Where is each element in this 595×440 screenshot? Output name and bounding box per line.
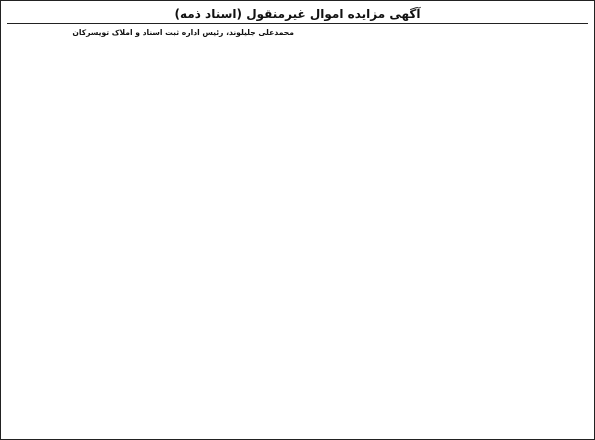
signature: محمدعلی جلیلوند، رئیس اداره ثبت اسناد و املاک تویسرکان bbox=[72, 28, 294, 37]
left-column bbox=[7, 26, 294, 436]
notice-columns bbox=[7, 26, 588, 436]
notice-title: آگهی مزایده اموال غیرمنقول (اسناد ذمه) bbox=[7, 5, 588, 24]
right-column bbox=[301, 26, 588, 436]
